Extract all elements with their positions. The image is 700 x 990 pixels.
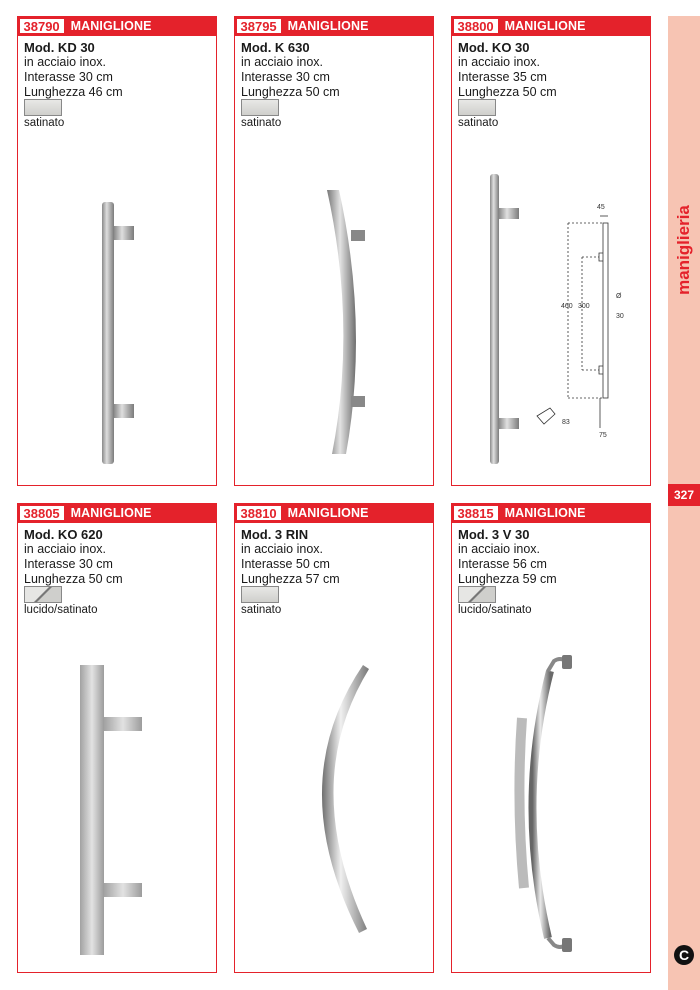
- brand-logo-icon: C: [674, 945, 694, 965]
- dim-300: 300: [578, 303, 590, 310]
- product-image-3rin: [235, 633, 435, 963]
- product-card-38800: [451, 16, 651, 486]
- category-text: maniglieria: [674, 205, 694, 295]
- product-image-kd30: [18, 146, 218, 476]
- product-model: Mod. K 630: [241, 40, 310, 55]
- product-card-38790: [17, 16, 217, 486]
- finish-label: satinato: [24, 117, 65, 129]
- product-title: MANIGLIONE: [287, 506, 369, 520]
- finish-swatch: [24, 586, 62, 603]
- product-info: [241, 527, 340, 587]
- dim-diameter: Ø: [616, 293, 622, 300]
- product-title: MANIGLIONE: [504, 506, 586, 520]
- product-length: Lunghezza 46 cm: [24, 85, 123, 99]
- page-number: 327: [668, 484, 700, 506]
- dim-83: 83: [562, 419, 570, 426]
- product-title: MANIGLIONE: [70, 506, 152, 520]
- finish-label: satinato: [241, 604, 282, 616]
- category-label: [668, 195, 700, 305]
- product-material: in acciaio inox.: [241, 55, 323, 69]
- product-interasse: Interasse 30 cm: [24, 557, 113, 571]
- product-info: [458, 40, 557, 100]
- finish-swatch: [24, 99, 62, 116]
- product-info: [458, 527, 557, 587]
- product-title: MANIGLIONE: [504, 19, 586, 33]
- product-title: MANIGLIONE: [70, 19, 152, 33]
- product-interasse: Interasse 35 cm: [458, 70, 547, 84]
- finish-swatch: [241, 586, 279, 603]
- product-material: in acciaio inox.: [24, 55, 106, 69]
- product-length: Lunghezza 50 cm: [24, 572, 123, 586]
- product-title: MANIGLIONE: [287, 19, 369, 33]
- product-length: Lunghezza 50 cm: [458, 85, 557, 99]
- product-card-38805: [17, 503, 217, 973]
- finish-swatch: [458, 586, 496, 603]
- product-model: Mod. 3 V 30: [458, 527, 530, 542]
- product-code: 38810: [236, 505, 282, 521]
- product-model: Mod. KO 30: [458, 40, 530, 55]
- card-header: [451, 16, 651, 36]
- product-interasse: Interasse 50 cm: [241, 557, 330, 571]
- finish-swatch: [458, 99, 496, 116]
- product-image-ko620: [18, 633, 218, 963]
- product-length: Lunghezza 57 cm: [241, 572, 340, 586]
- product-info: [24, 527, 123, 587]
- product-interasse: Interasse 30 cm: [241, 70, 330, 84]
- finish-label: satinato: [241, 117, 282, 129]
- product-material: in acciaio inox.: [458, 55, 540, 69]
- card-header: [234, 16, 434, 36]
- product-image-k630: [235, 146, 435, 476]
- product-model: Mod. KO 620: [24, 527, 103, 542]
- product-code: 38815: [453, 505, 499, 521]
- product-code: 38805: [19, 505, 65, 521]
- card-header: [451, 503, 651, 523]
- product-model: Mod. KD 30: [24, 40, 95, 55]
- product-code: 38795: [236, 18, 282, 34]
- product-material: in acciaio inox.: [458, 542, 540, 556]
- finish-swatch: [241, 99, 279, 116]
- finish-label: satinato: [458, 117, 499, 129]
- product-material: in acciaio inox.: [24, 542, 106, 556]
- dim-75: 75: [599, 432, 607, 439]
- product-info: [24, 40, 123, 100]
- finish-label: lucido/satinato: [458, 604, 532, 616]
- product-code: 38800: [453, 18, 499, 34]
- product-image-ko30: [452, 146, 652, 476]
- product-card-38810: [234, 503, 434, 973]
- card-header: [17, 503, 217, 523]
- card-header: [17, 16, 217, 36]
- product-model: Mod. 3 RIN: [241, 527, 309, 542]
- product-code: 38790: [19, 18, 65, 34]
- product-info: [241, 40, 340, 100]
- card-header: [234, 503, 434, 523]
- product-length: Lunghezza 50 cm: [241, 85, 340, 99]
- dim-45: 45: [597, 204, 605, 211]
- product-card-38815: [451, 503, 651, 973]
- product-material: in acciaio inox.: [241, 542, 323, 556]
- product-interasse: Interasse 56 cm: [458, 557, 547, 571]
- finish-label: lucido/satinato: [24, 604, 98, 616]
- product-interasse: Interasse 30 cm: [24, 70, 113, 84]
- technical-drawing: [537, 216, 608, 428]
- product-length: Lunghezza 59 cm: [458, 572, 557, 586]
- dim-460: 460: [561, 303, 573, 310]
- product-image-3v30: [452, 633, 652, 963]
- dim-30: 30: [616, 313, 624, 320]
- product-card-38795: [234, 16, 434, 486]
